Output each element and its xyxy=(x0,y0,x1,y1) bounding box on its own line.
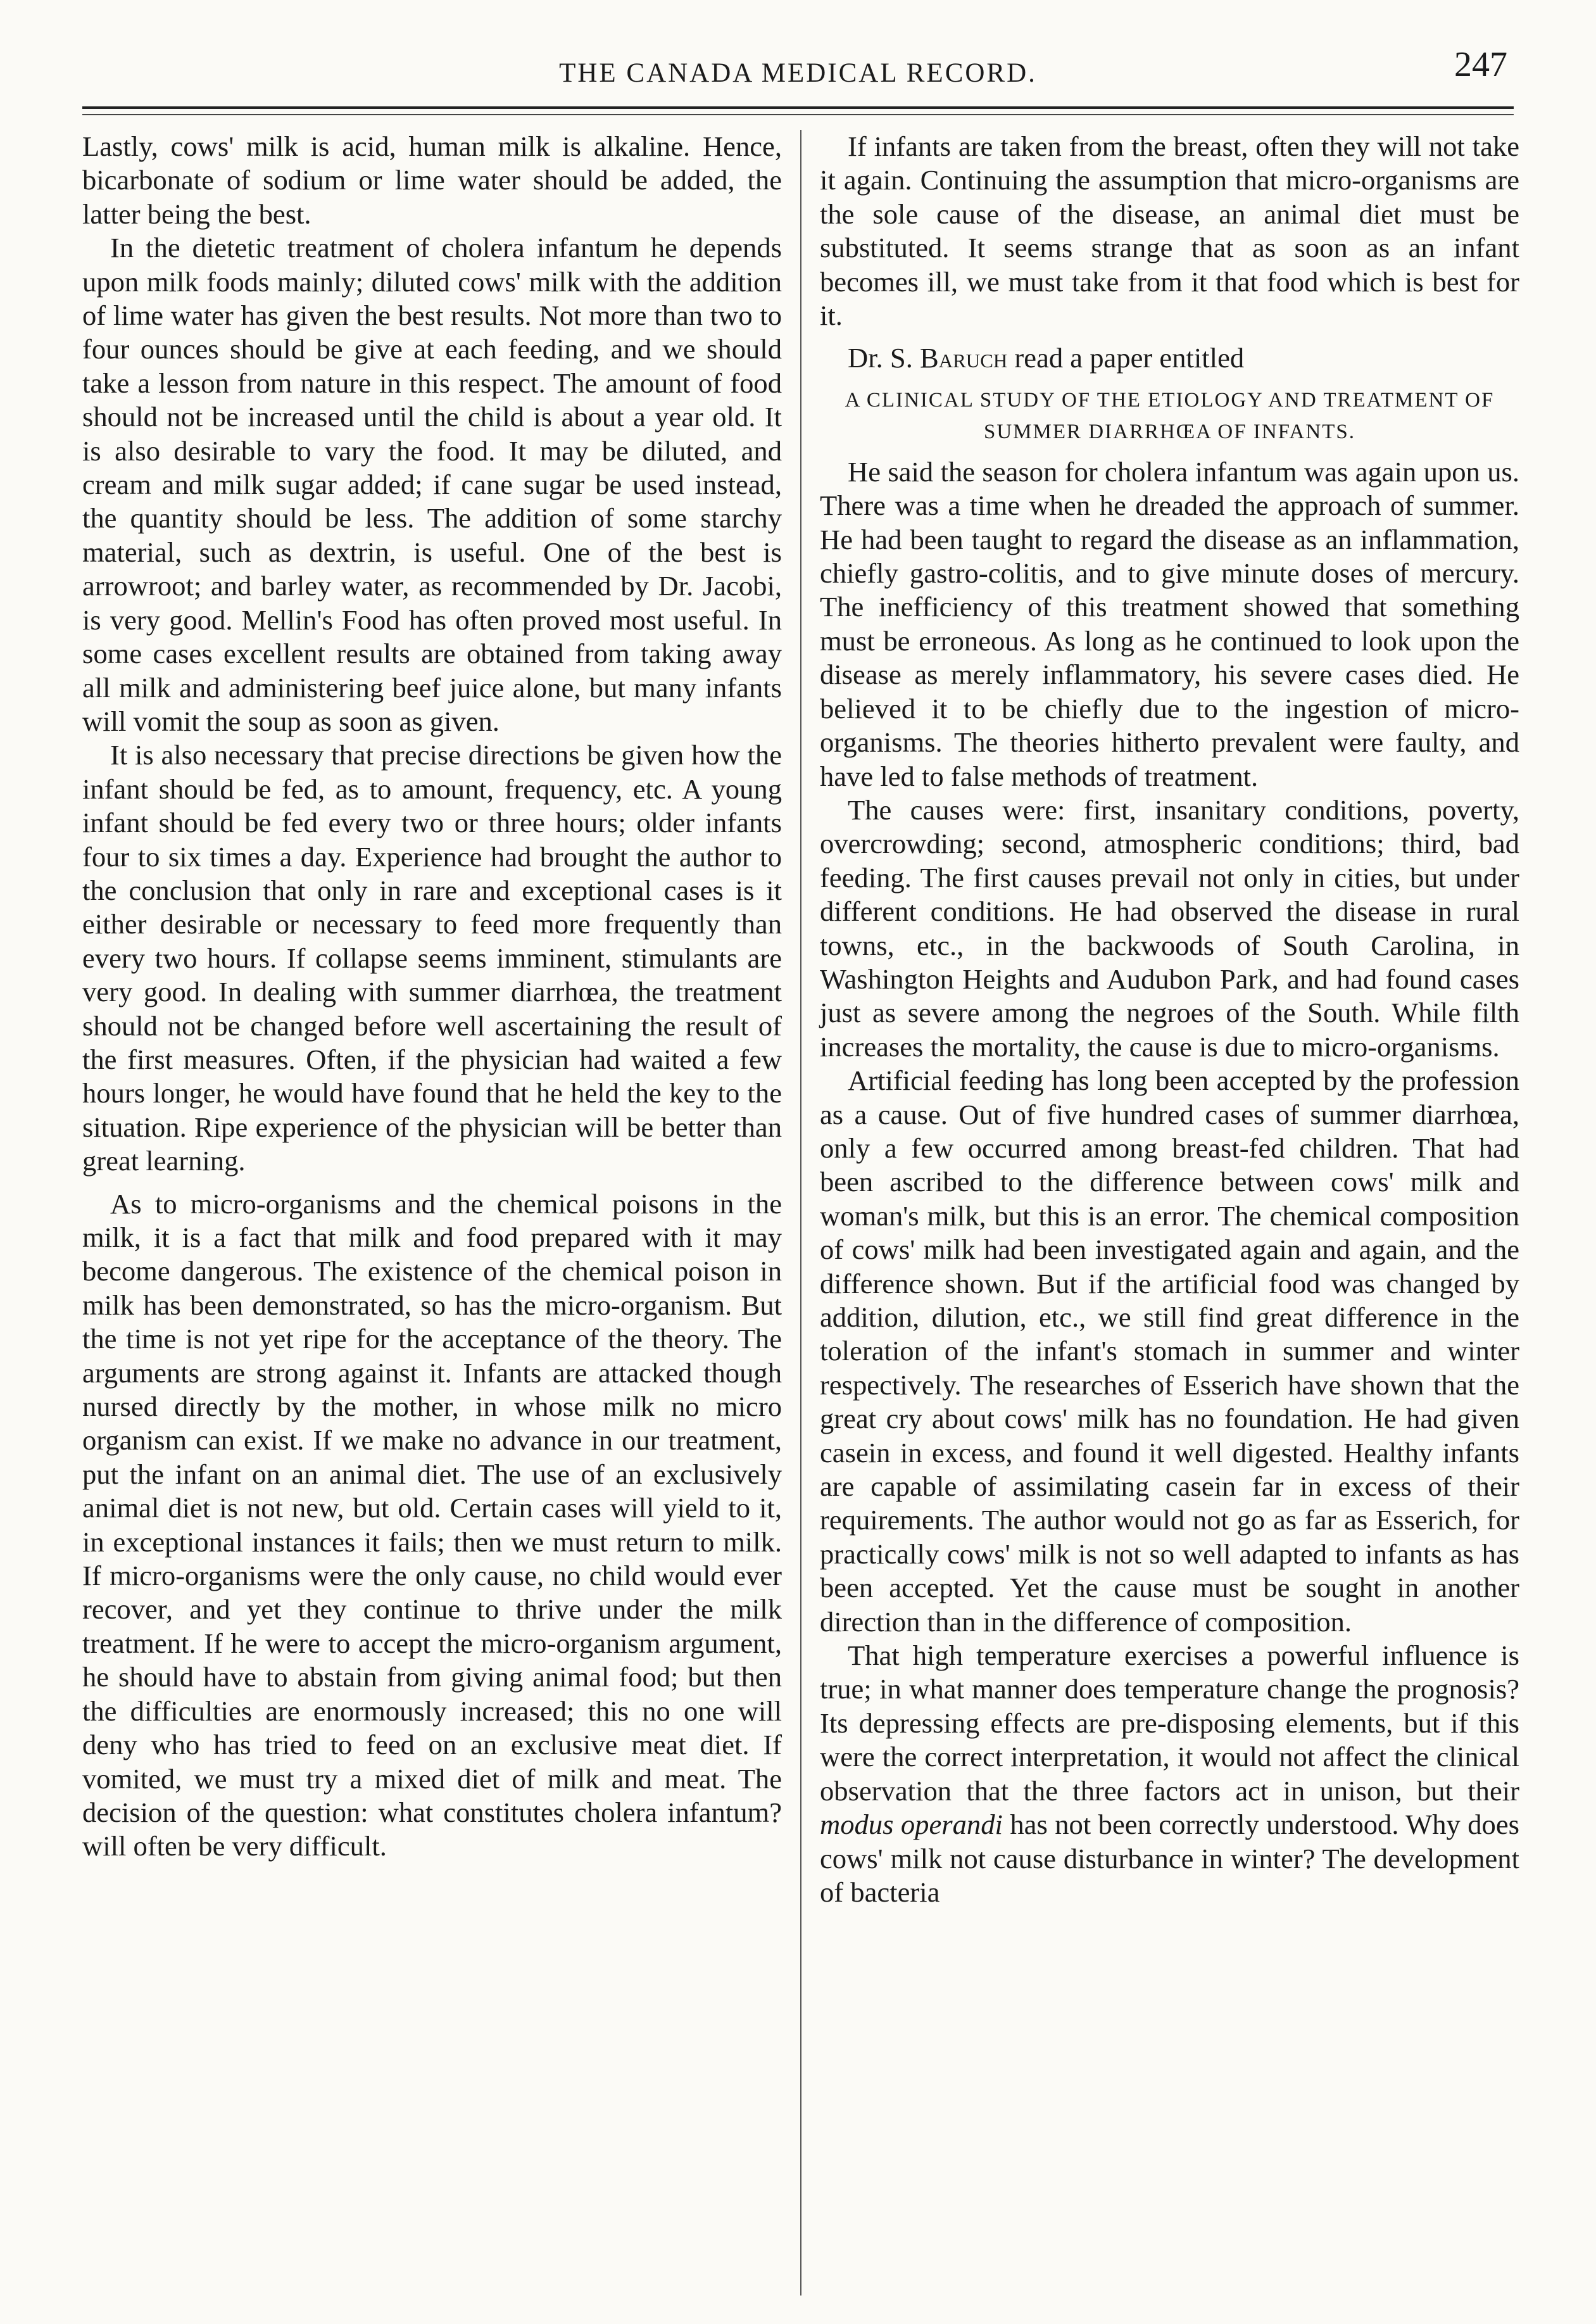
page-number: 247 xyxy=(1454,45,1507,84)
article-title: A CLINICAL STUDY OF THE ETIOLOGY AND TREATMENT OF SUMMER DIARRHŒA OF INFANTS. xyxy=(845,388,1495,443)
text-span: That high temperature exercises a powerful influence is true; in what manner does temperature change the prognosis? Its depressing effects are pre-disposing elements, but if this were the correct interpretation, it would not affect the clinical observation that the three factors act in unison, but their xyxy=(820,1639,1519,1807)
paragraph: Lastly, cows' milk is acid, human milk is alkaline. Hence, bicarbonate of sodium or lime water should be added, the latter being the best. xyxy=(82,130,782,230)
paragraph: As to micro-organisms and the chemical poisons in the milk, it is a fact that milk and food prepared with it may become dangerous. The existence of the chemical poison in milk has been demonstrated, so has the micro-organism. But the time is not yet ripe for the acceptance of the theory. The arguments are strong against it. Infants are attacked though nursed directly by the mother, in whose milk no micro organism can exist. If we make no advance in our treatment, put the infant on an animal diet. The use of an exclusively animal diet is not new, but old. Certain cases will yield to it, in exceptional instances it fails; then we must return to milk. If micro-organisms were the only cause, no child would ever recover, and yet they continue to thrive under the milk treatment. If he were to accept the micro-organism argument, he should have to abstain from giving animal food; but then the difficulties are enormously increased; this no one will deny who has tried to feed on an exclusive meat diet. If vomited, we must try a mixed diet of milk and meat. The decision of the question: what constitutes cholera infantum? will often be very difficult. xyxy=(82,1187,782,1862)
page-header xyxy=(82,44,1514,101)
header-rule-thick xyxy=(82,106,1514,109)
paragraph: Artificial feeding has long been accepted by the profession as a cause. Out of five hundred cases of summer diarrhœa, only a few occurred among breast-fed children. That had been ascribed to the difference between cows' milk and woman's milk, but this is an error. The chemical composition of cows' milk had been investigated again and again, and the difference shown. But if the artificial food was changed by addition, dilution, etc., we still find great difference in the toleration of the infant's stomach in summer and winter respectively. The researches of Esserich have shown that the great cry about cows' milk has no foundation. He had given casein in excess, and found it well digested. Healthy infants are capable of assimilating casein far in excess of their requirements. The author would not go as far as Esserich, for practically cows' milk is not so well adapted to infants as has been accepted. Yet the cause must be sought in another direction than in the difference of composition. xyxy=(820,1064,1519,1638)
text-span: Dr. S. xyxy=(848,342,913,374)
right-column xyxy=(820,130,1519,1909)
paragraph xyxy=(820,341,1519,375)
author-name: Baruch xyxy=(920,342,1008,374)
paragraph xyxy=(820,1639,1519,1909)
paragraph: He said the season for cholera infantum was again upon us. There was a time when he dreaded the approach of summer. He had been taught to regard the disease as an inflammation, chiefly gastro-colitis, and to give minute doses of mercury. The inefficiency of this treatment showed that something must be erroneous. As long as he continued to look upon the disease as merely inflammatory, his severe cases died. He believed it to be chiefly due to the ingestion of micro-organisms. The theories hitherto prevalent were faulty, and have led to false methods of treatment. xyxy=(820,455,1519,792)
paragraph: In the dietetic treatment of cholera infantum he depends upon milk foods mainly; diluted cows' milk with the addition of lime water has given the best results. Not more than two to four ounces should be give at each feeding, and we should take a lesson from nature in this respect. The amount of food should not be increased until the child is about a year old. It is also desirable to vary the food. It may be diluted, and cream and milk sugar added; if cane sugar be used instead, the quantity should be less. The addition of some starchy material, such as dextrin, is useful. One of the best is arrowroot; and barley water, as recommended by Dr. Jacobi, is very good. Mellin's Food has often proved most useful. In some cases excellent results are obtained from taking away all milk and administering beef juice alone, but many infants will vomit the soup as soon as given. xyxy=(82,232,782,737)
running-title: THE CANADA MEDICAL RECORD. xyxy=(559,58,1037,88)
text-span: read a paper entitled xyxy=(1014,342,1245,374)
italic-phrase: modus operandi xyxy=(820,1809,1003,1841)
column-divider xyxy=(800,130,801,2296)
text-span: has not been correctly understood. Why does cows' milk not cause disturbance in winter? The development of bacteria xyxy=(820,1809,1520,1908)
paragraph: It is also necessary that precise directions be given how the infant should be fed, as to amount, frequency, etc. A young infant should be fed every two or three hours; older infants four to six times a day. Experience had brought the author to the conclusion that only in rare and exceptional cases is it either desirable or necessary to feed more frequently than every two hours. If collapse seems imminent, stimulants are very good. In dealing with summer diarrhœa, the treatment should not be changed before well ascertaining the result of the first measures. Often, if the physician had waited a few hours longer, he would have found that he held the key to the situation. Ripe experience of the physician will be better than great learning. xyxy=(82,739,782,1177)
header-rule-thin xyxy=(82,114,1514,115)
left-column xyxy=(82,130,782,1864)
paragraph: If infants are taken from the breast, often they will not take it again. Continuing the assumption that micro-organisms are the sole cause of the disease, an animal diet must be substituted. It seems strange that as soon as an infant becomes ill, we must take from it that food which is best for it. xyxy=(820,130,1519,332)
paragraph: The causes were: first, insanitary conditions, poverty, overcrowding; second, atmospheric conditions; third, bad feeding. The first causes prevail not only in cities, but under different conditions. He had observed the disease in rural towns, etc., in the backwoods of South Carolina, in Washington Heights and Audubon Park, and had found cases just as severe among the negroes of the South. While filth increases the mortality, the cause is due to micro-organisms. xyxy=(820,793,1519,1063)
